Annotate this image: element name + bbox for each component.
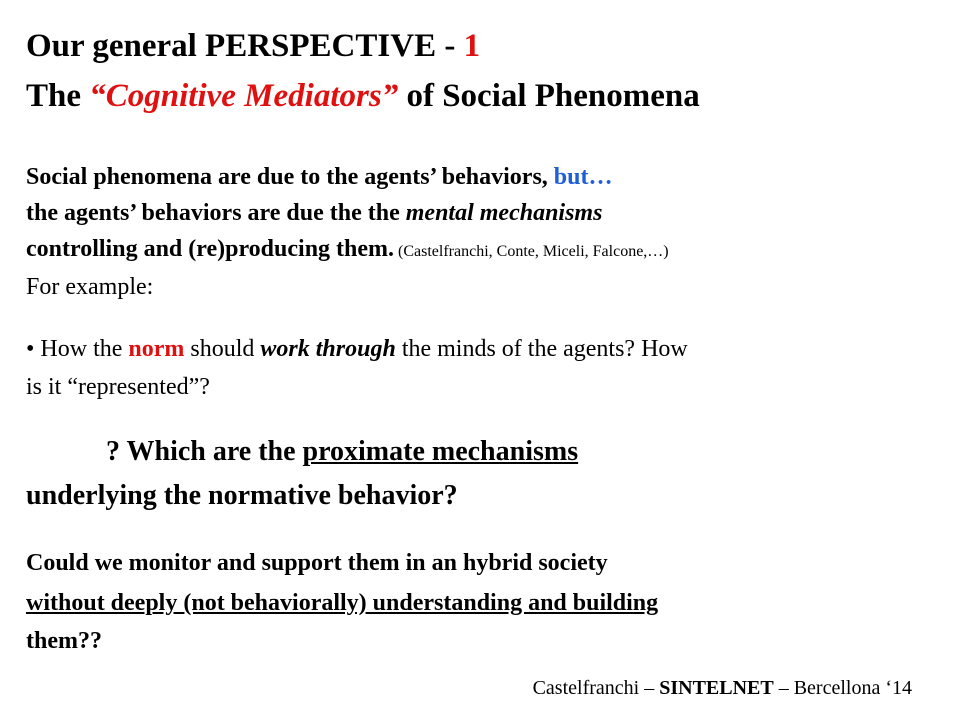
closing-line-3: them?? <box>26 628 102 654</box>
intro-line-1 <box>26 164 612 191</box>
footer-venue: – Bercellona ‘14 <box>773 677 912 699</box>
closing-line-2: without deeply (not behaviorally) understanding and building <box>26 590 659 616</box>
question-line-1 <box>106 436 578 468</box>
title-line2-prefix: The <box>26 78 90 114</box>
title-line-2 <box>26 78 700 115</box>
intro-line-3 <box>26 236 669 263</box>
intro-citation: (Castelfranchi, Conte, Miceli, Falcone,…) <box>394 243 669 260</box>
title-line2-suffix: of Social Phenomena <box>398 78 700 114</box>
bullet-line-2: is it “represented”? <box>26 374 210 400</box>
footer <box>533 677 912 700</box>
question-underlined: proximate mechanisms <box>302 436 579 467</box>
footer-author: Castelfranchi – <box>532 677 660 699</box>
title-number: 1 <box>463 28 481 64</box>
question-line-2: underlying the normative behavior? <box>26 480 458 511</box>
footer-project: SINTELNET <box>659 677 774 699</box>
bullet-p3: the minds of the agents? How <box>395 336 688 362</box>
closing-line-1: Could we monitor and support them in an hybrid society <box>26 550 608 576</box>
question-prefix: ? Which are the <box>106 436 303 467</box>
title-highlight: “Cognitive Mediators” <box>89 78 399 114</box>
bullet-p1: • How the <box>26 336 129 362</box>
bullet-norm: norm <box>128 336 185 362</box>
intro-line-4: For example: <box>26 274 154 300</box>
intro-but: but… <box>553 164 613 190</box>
title-prefix: Our general PERSPECTIVE - <box>26 28 464 64</box>
intro-line-2 <box>26 200 602 227</box>
title-line-1 <box>26 28 480 65</box>
bullet-p2: should <box>184 336 261 362</box>
intro-line-2-text: the agents’ behaviors are due the the <box>26 200 406 226</box>
intro-line-3-text: controlling and (re)producing them. <box>26 236 395 262</box>
bullet-work-through: work through <box>260 336 396 362</box>
bullet-line-1 <box>26 336 688 363</box>
intro-mental-mechanisms: mental mechanisms <box>405 200 603 226</box>
intro-line-1-text: Social phenomena are due to the agents’ behaviors, <box>26 164 554 190</box>
